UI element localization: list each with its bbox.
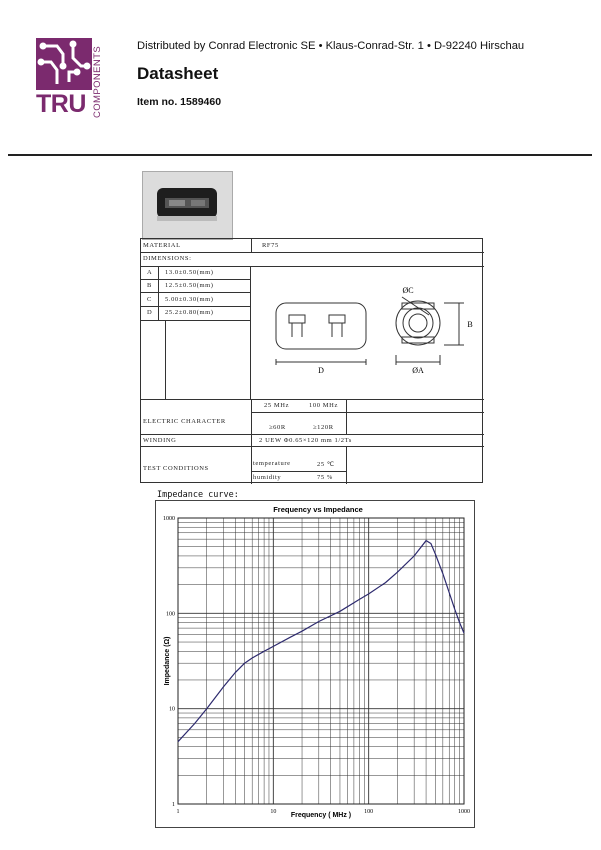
brand-sub: COMPONENTS [92,45,103,118]
x-tick-label: 1 [176,809,180,815]
product-photo [142,171,233,240]
impedance-chart [155,500,475,828]
drawing-label-b: B [467,320,473,329]
drawing-label-d: D [318,366,324,375]
tru-components-logo [33,36,123,120]
dimension-drawing [259,275,479,397]
material-label: MATERIAL [143,242,181,249]
x-tick-label: 1000 [458,809,470,815]
distributor-line: Distributed by Conrad Electronic SE • Klaus-Conrad-Str. 1 • D-92240 Hirschau [137,40,525,52]
material-value: RF75 [262,242,279,249]
item-number: Item no. 1589460 [137,96,222,108]
dim-key-a: A [147,269,153,276]
page-title: Datasheet [137,64,219,83]
chart-title: Frequency vs Impedance [273,505,363,514]
dim-key-b: B [147,282,152,289]
temp-label: temperature [253,460,291,467]
freq1: 25 MHz [264,402,290,409]
imp2: ≥120R [313,424,334,431]
dim-key-c: C [147,296,152,303]
drawing-label-oc: ØC [402,286,414,295]
spec-table [140,238,483,483]
ferrite-drawing-icon [259,275,479,397]
dim-value-b: 12.5±0.50(mm) [165,282,214,289]
freq2: 100 MHz [309,402,338,409]
dim-value-d: 25.2±0.80(mm) [165,309,214,316]
imp1: ≥60R [269,424,286,431]
dim-value-a: 13.0±0.50(mm) [165,269,214,276]
y-tick-label: 10 [169,706,175,713]
y-tick-label: 100 [166,611,175,618]
x-tick-label: 100 [364,809,374,815]
chart-svg [156,501,474,827]
hum-label: humidity [253,474,282,481]
dimensions-label: DIMENSIONS: [143,255,192,262]
dim-value-c: 5.00±0.30(mm) [165,296,214,303]
header-divider [8,154,592,156]
hum-value: 75 % [317,474,333,481]
impedance-series-line [178,541,464,742]
drawing-label-oa: ØA [412,366,424,375]
x-tick-label: 10 [270,809,277,815]
test-label: TEST CONDITIONS [143,465,209,472]
brand-main: TRU [36,90,86,118]
y-tick-label: 1000 [163,516,175,522]
y-axis-label: Impedance (Ω) [164,636,171,686]
winding-label: WINDING [143,437,177,444]
y-tick-label: 1 [172,802,175,808]
impedance-curve-label: Impedance curve: [157,490,239,500]
temp-value: 25 ℃ [317,461,335,468]
dim-key-d: D [147,309,153,316]
x-axis-label: Frequency ( MHz ) [290,812,352,819]
electric-label: ELECTRIC CHARACTER [143,418,226,425]
plot-frame [178,518,464,804]
winding-value: 2 UEW Φ0.65×120 mm 1/2Ts [259,437,352,444]
